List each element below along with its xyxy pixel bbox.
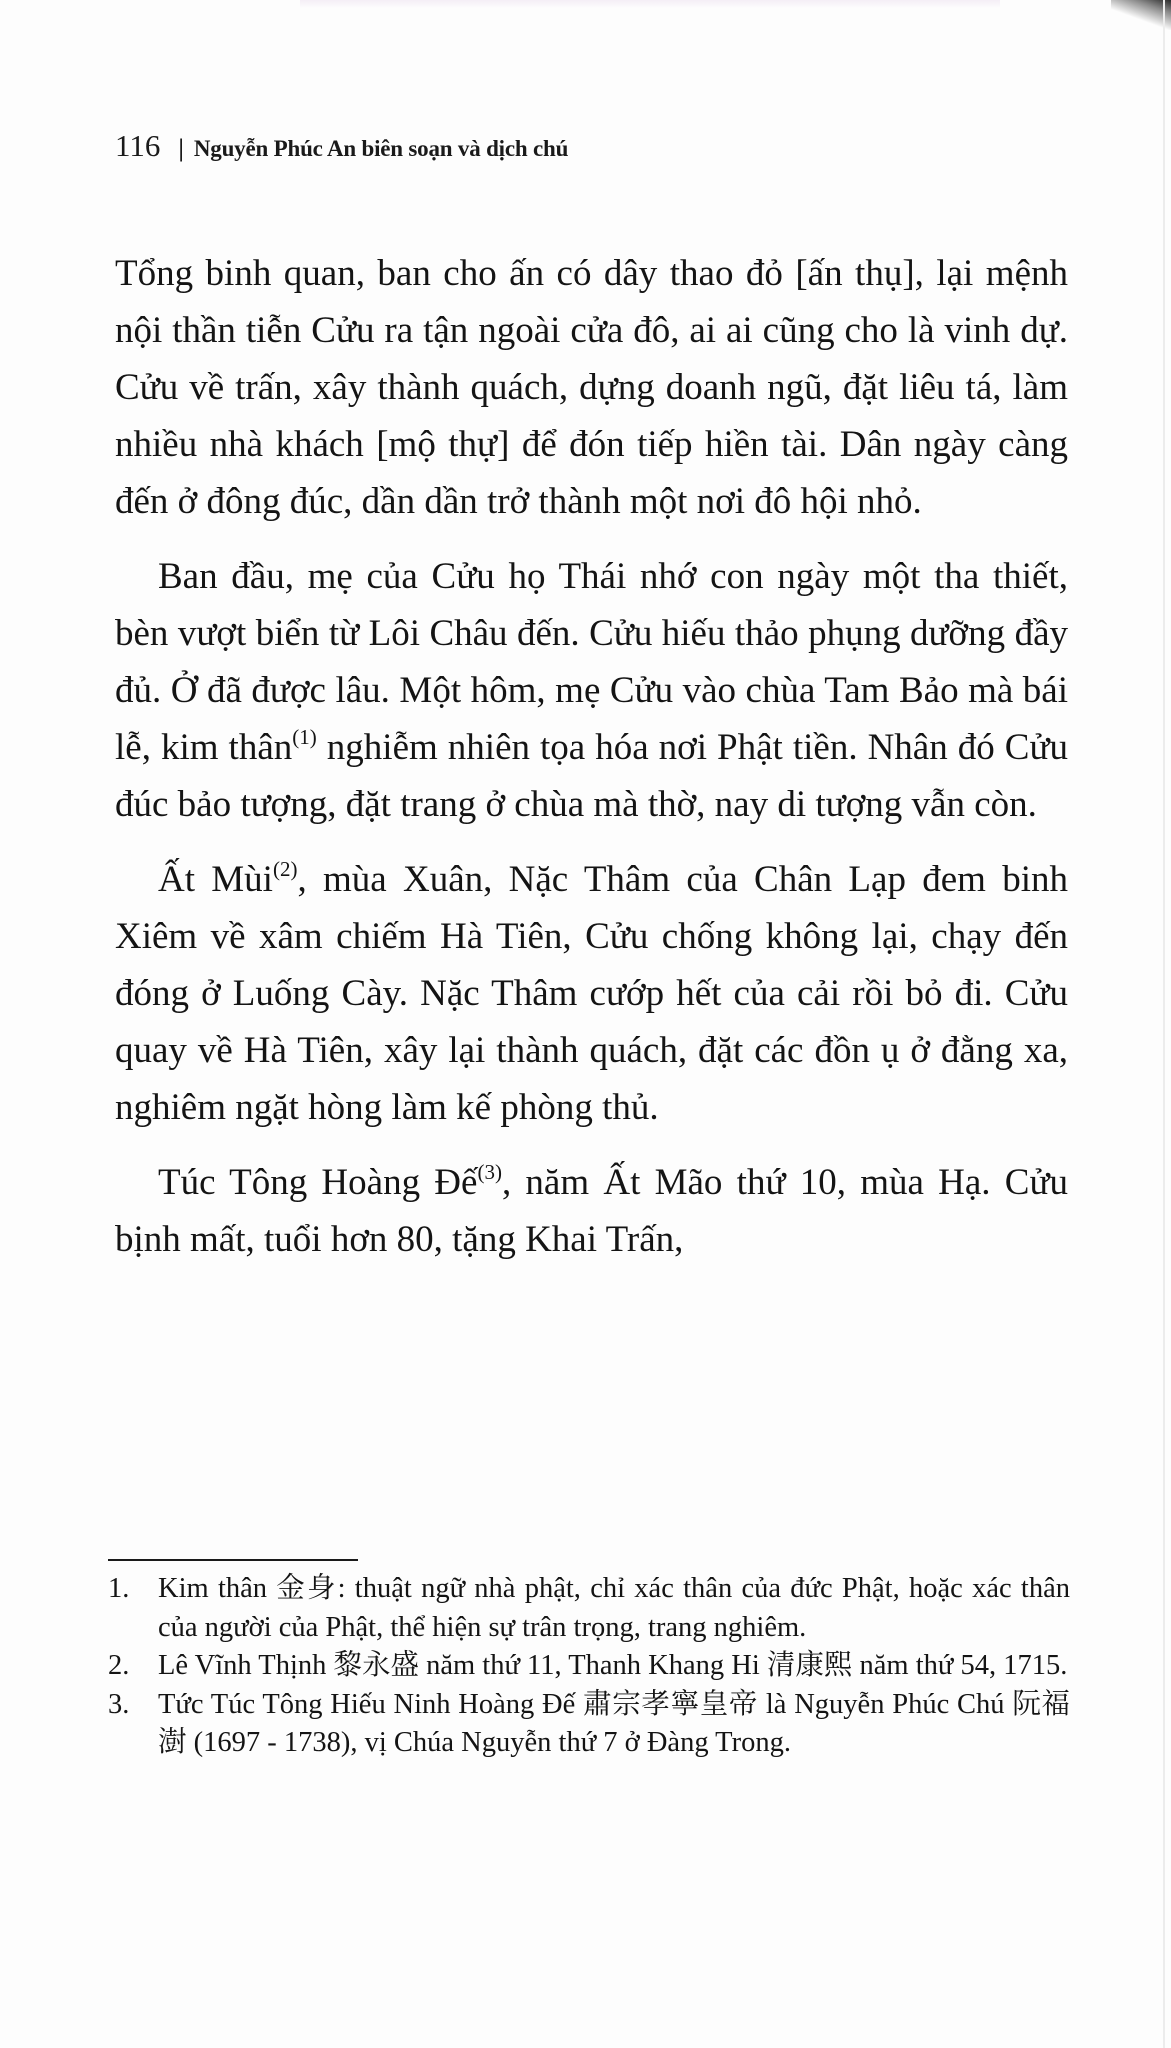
running-header: [115, 128, 568, 164]
footnote-number: 2.: [108, 1650, 130, 1681]
paragraph-4: [115, 1154, 1068, 1268]
footnote-number: 3.: [108, 1688, 130, 1720]
paragraph-text: Tổng binh quan, ban cho ấn có dây thao đỏ [ấn thụ], lại mệnh nội thần tiễn Cửu ra tận ngoài cửa đô, ai ai cũng cho là vinh dự. Cửu về trấn, xây thành quách, dựng doanh ngũ, đặt liêu tá, làm nhiều nhà khách [mộ thự] để đón tiếp hiền tài. Dân ngày càng đến ở đông đúc, dần dần trở thành một nơi đô hội nhỏ.: [115, 253, 1068, 522]
scan-edge-tint: [300, 0, 1000, 8]
footnote-text: Kim thân 金身: thuật ngữ nhà phật, chỉ xác thân của đức Phật, hoặc xác thân của người của Phật, thể hiện sự trân trọng, trang nghiêm.: [158, 1573, 1070, 1643]
header-separator: |: [178, 135, 184, 162]
footnote-ref-2[interactable]: (2): [272, 857, 298, 881]
footnote-ref-1[interactable]: (1): [292, 725, 317, 749]
paragraph-text: , mùa Xuân, Nặc Thâm của Chân Lạp đem binh Xiêm về xâm chiếm Hà Tiên, Cửu chống không lại, chạy đến đóng ở Luống Cày. Nặc Thâm cướp hết của cải rồi bỏ đi. Cửu quay về Hà Tiên, xây lại thành quách, đặt các đồn ụ ở đằng xa, nghiêm ngặt hòng làm kế phòng thủ.: [115, 859, 1068, 1128]
footnote-text: Tức Túc Tông Hiếu Ninh Hoàng Đế 肅宗孝寧皇帝 là Nguyễn Phúc Chú 阮福澍 (1697 - 1738), vị Chúa Nguyễn thứ 7 ở Đàng Trong.: [158, 1688, 1070, 1758]
page-corner-shadow: [1111, 0, 1171, 30]
footnote-3: [108, 1686, 1070, 1763]
footnote-2: [108, 1647, 1070, 1686]
footnote-text: Lê Vĩnh Thịnh 黎永盛 năm thứ 11, Thanh Khang Hi 清康熙 năm thứ 54, 1715.: [158, 1650, 1068, 1681]
footnote-1: [108, 1570, 1070, 1647]
footnotes: [108, 1570, 1070, 1763]
footnote-number: 1.: [108, 1573, 130, 1604]
running-title: Nguyễn Phúc An biên soạn và dịch chú: [193, 136, 569, 161]
body-text: [115, 245, 1068, 1286]
paragraph-1: [115, 245, 1068, 530]
paragraph-text: Ban đầu, mẹ của Cửu họ Thái nhớ con ngày một tha thiết, bèn vượt biển từ Lôi Châu đến. Cửu hiếu thảo phụng dưỡng đầy đủ. Ở đã được lâu. Một hôm, mẹ Cửu vào chùa Tam Bảo mà bái lễ, kim thân: [115, 556, 1068, 768]
paragraph-text: nghiễm nhiên tọa hóa nơi Phật tiền. Nhân đó Cửu đúc bảo tượng, đặt trang ở chùa mà thờ, nay di tượng vẫn còn.: [115, 727, 1069, 825]
footnote-ref-3[interactable]: (3): [477, 1160, 502, 1184]
paragraph-text: , năm Ất Mão thứ 10, mùa Hạ. Cửu bịnh mất, tuổi hơn 80, tặng Khai Trấn,: [115, 1162, 1069, 1260]
paragraph-text: Túc Tông Hoàng Đế: [158, 1162, 478, 1203]
page-edge: [1163, 0, 1165, 2048]
paragraph-text: Ất Mùi: [158, 859, 273, 900]
page-number: 116: [115, 128, 161, 163]
paragraph-2: [115, 548, 1068, 833]
paragraph-3: [115, 851, 1068, 1136]
footnote-divider: [108, 1559, 358, 1561]
